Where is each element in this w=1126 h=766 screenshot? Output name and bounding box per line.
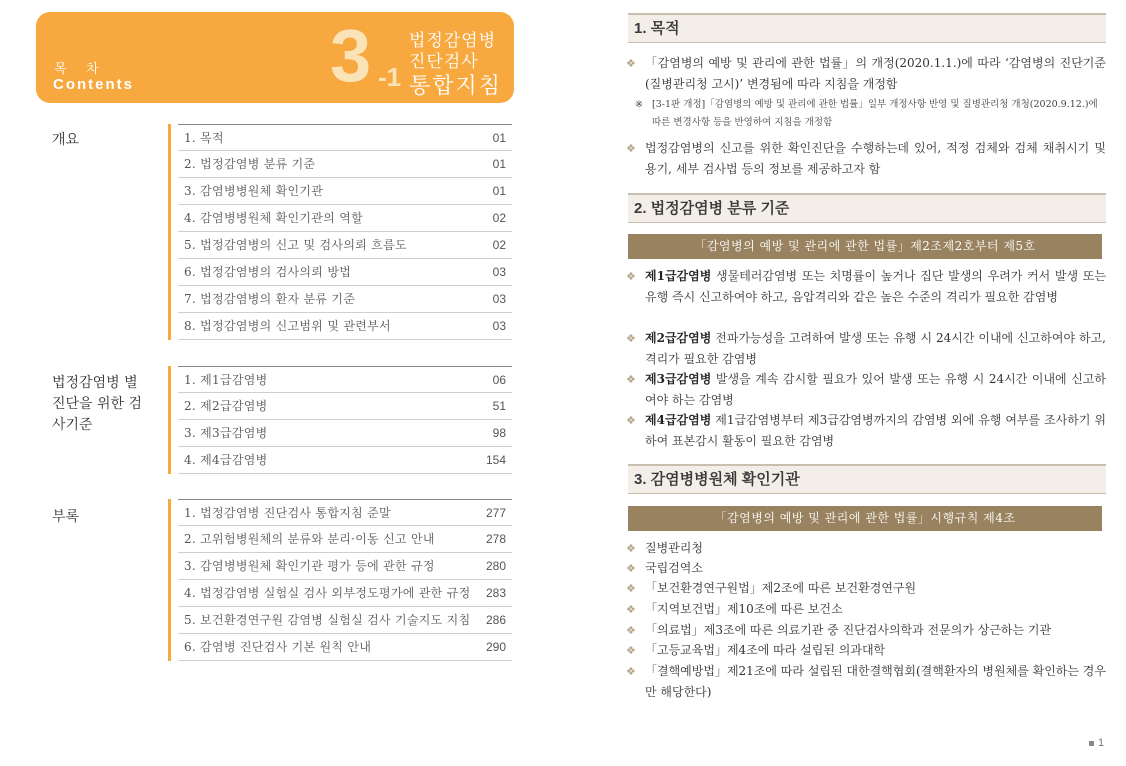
law-reference-bar: 「감염병의 예방 및 관리에 관한 법률」제2조제2호부터 제5호: [628, 234, 1102, 259]
toc-item-title: 3. 제3급감염병: [184, 426, 268, 440]
diamond-bullet-icon: ❖: [626, 373, 636, 386]
toc-item-page: 154: [485, 453, 506, 467]
contents-label-korean: 목 차: [54, 61, 107, 76]
class-item: [626, 369, 1106, 411]
class-term: 제2급감염병: [645, 331, 712, 345]
class-desc: 생물테러감염병 또는 치명률이 높거나 집단 발생의 우려가 커서 발생 또는 유행 즉시 신고하여야 하고, 음압격리와 같은 높은 수준의 격리가 필요한 감염병: [645, 269, 1106, 304]
toc-group-overview: [168, 124, 512, 340]
chapter-number: 3: [330, 14, 370, 97]
toc-item[interactable]: [178, 553, 512, 580]
toc-item-title: 1. 목적: [184, 131, 224, 145]
toc-item[interactable]: [178, 580, 512, 607]
toc-item-page: 06: [492, 373, 506, 387]
toc-item[interactable]: [178, 526, 512, 553]
toc-item-page: 03: [492, 265, 506, 279]
institution-text: 「보건환경연구원법」제2조에 따른 보건환경연구원: [645, 581, 917, 595]
toc-item[interactable]: [178, 286, 512, 313]
guide-title-line3: 통합지침: [409, 74, 503, 99]
toc-item-title: 5. 법정감염병의 신고 및 검사의뢰 흐름도: [184, 238, 407, 252]
toc-item[interactable]: [178, 393, 512, 420]
toc-item[interactable]: [178, 205, 512, 232]
class-item: [626, 410, 1106, 452]
square-icon: [1089, 741, 1094, 746]
purpose-paragraph-2-text: 법정감염병의 신고를 위한 확인진단을 수행하는데 있어, 적정 검체와 검체 채취시기 및 용기, 세부 검사법 등의 정보를 제공하고자 함: [645, 141, 1106, 176]
toc-item-page: 286: [485, 613, 506, 627]
diamond-bullet-icon: ❖: [626, 624, 636, 637]
toc-item-page: 280: [485, 559, 506, 573]
class-item: [626, 328, 1106, 370]
class-desc: 발생을 계속 감시할 필요가 있어 발생 또는 유행 시 24시간 이내에 신고하여야 하는 감염병: [645, 372, 1106, 407]
diamond-bullet-icon: ❖: [626, 142, 636, 155]
class-term: 제3급감염병: [645, 372, 712, 386]
guide-title-line1: 법정감염병: [409, 31, 497, 51]
toc-item-page: 01: [492, 157, 506, 171]
toc-item-page: 278: [485, 532, 506, 546]
toc-item[interactable]: [178, 313, 512, 340]
toc-item[interactable]: [178, 232, 512, 259]
law-reference-bar: 「감염병의 예방 및 관리에 관한 법률」시행규칙 제4조: [628, 506, 1102, 531]
institution-item: [626, 620, 1106, 641]
revision-note: [635, 96, 1105, 132]
toc-item-title: 4. 법정감염병 실험실 검사 외부정도평가에 관한 규정: [184, 586, 471, 600]
section-heading-classification: 2. 법정감염병 분류 기준: [628, 193, 1106, 223]
toc-group-label-criteria: 법정감염병 별 진단을 위한 검사기준: [52, 375, 143, 433]
class-term: 제4급감염병: [645, 413, 712, 427]
purpose-paragraph-1: [626, 53, 1106, 95]
toc-item[interactable]: [178, 634, 512, 661]
institution-text: 「의료법」제3조에 따른 의료기관 중 진단검사의학과 전문의가 상근하는 기관: [645, 623, 1052, 637]
toc-item-title: 4. 제4급감염병: [184, 453, 268, 467]
institution-text: 질병관리청: [645, 541, 703, 555]
contents-label-english: Contents: [53, 76, 134, 93]
toc-item[interactable]: [178, 259, 512, 286]
toc-item-page: 03: [492, 292, 506, 306]
revision-note-text: [3-1판 개정]「감염병의 예방 및 관리에 관한 법률」일부 개정사항 반영 및 질병관리청 개청(2020.9.12.)에 따른 변경사항 등을 반영하여 지침을 개정함: [652, 99, 1098, 128]
toc-group-label-appendix: 부록: [52, 509, 80, 525]
institution-item: [626, 578, 1106, 599]
toc-item-page: 02: [492, 238, 506, 252]
toc-item-title: 8. 법정감염병의 신고범위 및 관련부서: [184, 319, 391, 333]
toc-item-page: 01: [492, 131, 506, 145]
toc-item-title: 1. 법정감염병 진단검사 통합지침 준말: [184, 506, 391, 520]
institution-item: [626, 599, 1106, 620]
toc-item[interactable]: [178, 420, 512, 447]
diamond-bullet-icon: ❖: [626, 644, 636, 657]
institution-item: [626, 538, 1106, 559]
institution-item: [626, 661, 1106, 703]
chapter-subnumber: -1: [378, 62, 402, 92]
diamond-bullet-icon: ❖: [626, 57, 636, 70]
toc-item-page: 03: [492, 319, 506, 333]
contents-header-banner: [36, 12, 514, 103]
institution-text: 「결핵예방법」제21조에 따라 설립된 대한결핵협회(결핵환자의 병원체를 확인하는 경우만 해당한다): [645, 664, 1106, 699]
institution-item: [626, 640, 1106, 661]
toc-item-title: 1. 제1급감염병: [184, 373, 268, 387]
toc-item-title: 2. 법정감염병 분류 기준: [184, 157, 316, 171]
toc-item[interactable]: [178, 499, 512, 526]
toc-item[interactable]: [178, 607, 512, 634]
toc-item-title: 7. 법정감염병의 환자 분류 기준: [184, 292, 356, 306]
toc-item-page: 290: [485, 640, 506, 654]
section-heading-purpose: 1. 목적: [628, 13, 1106, 43]
toc-group-label-overview: 개요: [52, 132, 80, 148]
toc-item-page: 283: [485, 586, 506, 600]
toc-item-page: 277: [485, 506, 506, 520]
toc-item-title: 3. 감염병병원체 확인기관: [184, 184, 324, 198]
toc-item[interactable]: [178, 151, 512, 178]
class-item: [626, 266, 1106, 308]
toc-item-title: 5. 보건환경연구원 감염병 실험실 검사 기술지도 지침: [184, 613, 471, 627]
purpose-paragraph-1-text: 「감염병의 예방 및 관리에 관한 법률」의 개정(2020.1.1.)에 따라 ‘감염병의 진단기준(질병관리청 고시)’ 변경됨에 따라 지침을 개정함: [645, 56, 1106, 91]
toc-item-page: 01: [492, 184, 506, 198]
note-mark-icon: ※: [635, 99, 643, 110]
guide-title-line2: 진단검사: [409, 52, 479, 72]
toc-group-criteria: [168, 366, 512, 474]
institution-item: [626, 558, 1106, 579]
toc-item-title: 4. 감염병병원체 확인기관의 역할: [184, 211, 363, 225]
class-desc: 제1급감염병부터 제3급감염병까지의 감염병 외에 유행 여부를 조사하기 위하여 표본감시 활동이 필요한 감염병: [645, 413, 1106, 448]
diamond-bullet-icon: ❖: [626, 414, 636, 427]
toc-item-title: 6. 법정감염병의 검사의뢰 방법: [184, 265, 352, 279]
diamond-bullet-icon: ❖: [626, 542, 636, 555]
toc-item-title: 3. 감염병병원체 확인기관 평가 등에 관한 규정: [184, 559, 435, 573]
institution-text: 「고등교육법」제4조에 따라 설립된 의과대학: [645, 643, 886, 657]
class-term: 제1급감염병: [645, 269, 712, 283]
toc-item-title: 2. 고위험병원체의 분류와 분리·이동 신고 안내: [184, 532, 435, 546]
toc-item-title: 6. 감염병 진단검사 기본 원칙 안내: [184, 640, 372, 654]
toc-item-page: 98: [492, 426, 506, 440]
toc-group-appendix: [168, 499, 512, 661]
diamond-bullet-icon: ❖: [626, 562, 636, 575]
toc-item[interactable]: [178, 447, 512, 474]
diamond-bullet-icon: ❖: [626, 332, 636, 345]
institution-text: 「지역보건법」제10조에 따른 보건소: [645, 602, 843, 616]
diamond-bullet-icon: ❖: [626, 665, 636, 678]
page-number-text: 1: [1098, 737, 1105, 749]
toc-item[interactable]: [178, 178, 512, 205]
institution-text: 국립검역소: [645, 561, 703, 575]
class-desc: 전파가능성을 고려하여 발생 또는 유행 시 24시간 이내에 신고하여야 하고, 격리가 필요한 감염병: [645, 331, 1106, 366]
page-number: [1089, 737, 1104, 749]
diamond-bullet-icon: ❖: [626, 603, 636, 616]
purpose-paragraph-2: [626, 138, 1106, 180]
diamond-bullet-icon: ❖: [626, 582, 636, 595]
toc-item-page: 51: [492, 399, 506, 413]
section-heading-institutions: 3. 감염병병원체 확인기관: [628, 464, 1106, 494]
toc-item-title: 2. 제2급감염병: [184, 399, 268, 413]
toc-item[interactable]: [178, 124, 512, 151]
toc-item-page: 02: [492, 211, 506, 225]
diamond-bullet-icon: ❖: [626, 270, 636, 283]
toc-item[interactable]: [178, 366, 512, 393]
